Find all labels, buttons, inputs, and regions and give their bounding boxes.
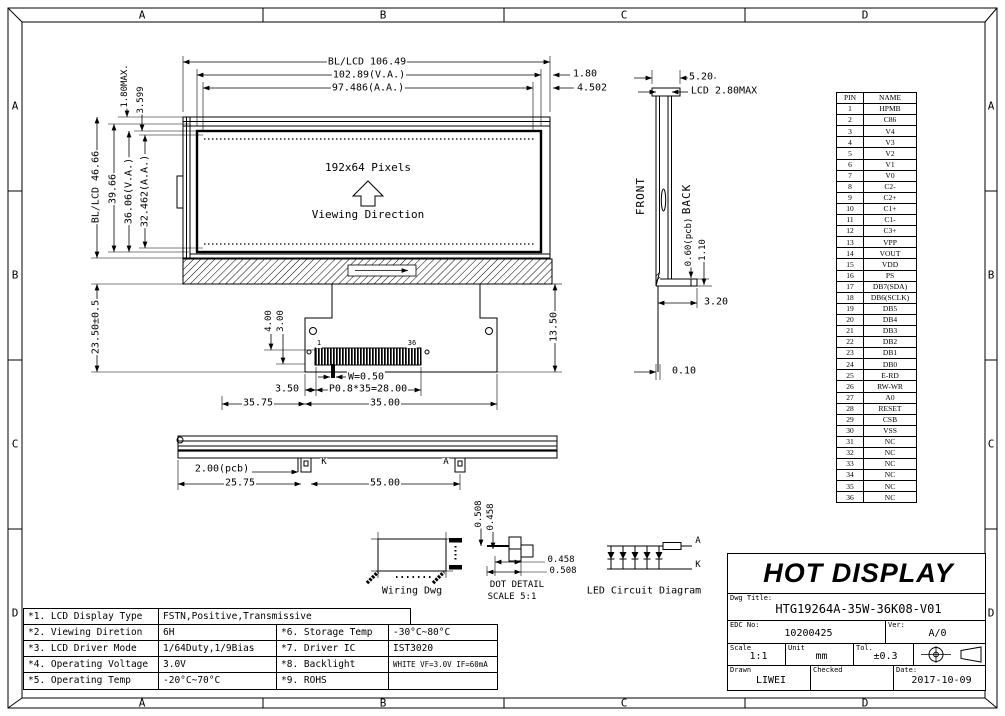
pin-number-cell: 7 [837, 170, 864, 181]
pin-number-cell: 22 [837, 337, 864, 348]
unit-label: Unit [788, 644, 805, 652]
pin-name-cell: NC [864, 459, 917, 470]
pin-table-row [837, 448, 917, 459]
dim-pcb-thickness: 0.60(pcb) [684, 217, 695, 267]
dim-pin-width: W=0.50 [347, 371, 385, 383]
spec-value-8: WHITE VF=3.0V IF=60mA [388, 656, 498, 673]
zone-col-a-bottom: A [138, 696, 146, 710]
pin-name-cell: HPMB [864, 104, 917, 115]
pin-table-row [837, 436, 917, 447]
tolerance-value: ±0.3 [873, 650, 898, 662]
pin-number-cell: 24 [837, 359, 864, 370]
zone-row-d-left: D [11, 606, 19, 620]
pin-number-cell: 23 [837, 348, 864, 359]
pin-table-row [837, 215, 917, 226]
tolerance-label: Tol. [856, 644, 873, 652]
spec-label-2: *2. Viewing Diretion [23, 624, 159, 641]
pin-name-cell: DB3 [864, 325, 917, 336]
pin-table-row [837, 392, 917, 403]
cathode-label: K [321, 457, 327, 468]
zone-col-b-bottom: B [379, 696, 387, 710]
pin-number-cell: 34 [837, 470, 864, 481]
viewing-arrow-icon [353, 181, 383, 206]
pin-name-cell: PS [864, 270, 917, 281]
pin-table-row [837, 226, 917, 237]
spec-value-2: 6H [158, 624, 277, 641]
pin-table-row [837, 148, 917, 159]
spec-value-1: FSTN,Positive,Transmissive [158, 608, 411, 625]
spec-value-7: IST3020 [388, 640, 498, 657]
dim-top-max: 1.80MAX. [120, 64, 131, 108]
dim-right-aa-offset: 4.502 [576, 82, 608, 94]
tolerance-cell [853, 643, 914, 666]
dim-height-3966: 39.66 [107, 173, 119, 205]
pin-name-cell: DB6(SCLK) [864, 292, 917, 303]
dwg-title-label: Dwg Title: [730, 594, 773, 602]
pin-number-cell: 17 [837, 281, 864, 292]
anode-label: A [443, 457, 449, 468]
pin-name-cell: DB4 [864, 314, 917, 325]
pin-name-cell: NC [864, 492, 917, 503]
connector-pin36-label: 36 [407, 339, 417, 348]
pin-name-cell: V3 [864, 137, 917, 148]
dwg-title-cell [727, 593, 986, 621]
dim-3575: 35.75 [242, 397, 274, 409]
zone-row-b-right: B [987, 268, 995, 282]
pin-table-row [837, 159, 917, 170]
zone-col-c-top: C [620, 8, 628, 22]
spec-label-6: *6. Storage Temp [276, 624, 389, 641]
dot-dim-0458-v: 0.458 [486, 503, 497, 531]
pin-number-cell: 5 [837, 148, 864, 159]
pin-name-cell: C3+ [864, 226, 917, 237]
dim-320: 3.20 [703, 296, 729, 308]
pin-table [836, 92, 917, 503]
pin-table-row [837, 492, 917, 503]
dwg-title-value: HTG19264A-35W-36K08-V01 [775, 602, 942, 616]
dim-pin-pitch: P0.8*35=28.00 [328, 383, 408, 395]
dim-010: 0.10 [671, 365, 697, 377]
display-resolution-label: 192x64 Pixels [324, 160, 412, 174]
pin-number-cell: 19 [837, 303, 864, 314]
dim-3500: 35.00 [369, 397, 401, 409]
zone-col-d-bottom: D [861, 696, 869, 710]
pin-number-cell: 18 [837, 292, 864, 303]
dim-bl-lcd-height: BL/LCD 46.66 [90, 150, 102, 224]
led-caption: LED Circuit Diagram [586, 585, 702, 597]
pin-number-cell: 15 [837, 259, 864, 270]
pin-table-row [837, 459, 917, 470]
dim-110: 1.10 [698, 239, 709, 261]
pin-name-cell: DB7(SDA) [864, 281, 917, 292]
pin-name-cell: DB0 [864, 359, 917, 370]
dimension-lines [91, 56, 716, 576]
pin-number-cell: 4 [837, 137, 864, 148]
dim-bl-lcd-width: BL/LCD 106.49 [327, 56, 407, 68]
spec-label-7: *7. Driver IC [276, 640, 389, 657]
dot-detail-caption: DOT DETAIL [489, 580, 545, 591]
dim-400: 4.00 [264, 310, 275, 332]
pin-number-cell: 10 [837, 203, 864, 214]
pin-number-cell: 12 [837, 226, 864, 237]
pin-number-cell: 27 [837, 392, 864, 403]
pin-table-row [837, 259, 917, 270]
pin-number-cell: 20 [837, 314, 864, 325]
pin-name-cell: VDD [864, 259, 917, 270]
pin-number-cell: 25 [837, 370, 864, 381]
pin-number-cell: 6 [837, 159, 864, 170]
pin-number-cell: 2 [837, 115, 864, 126]
pin-table-row [837, 303, 917, 314]
unit-cell [785, 643, 854, 666]
pin-name-cell: VOUT [864, 248, 917, 259]
projection-symbol-cell [913, 643, 986, 666]
pin-name-cell: VSS [864, 425, 917, 436]
zone-col-b-top: B [379, 8, 387, 22]
drawn-value: LIWEI [755, 674, 787, 686]
pin-table-header [837, 93, 917, 104]
pin-name-cell: RESET [864, 403, 917, 414]
pin-number-cell: 11 [837, 215, 864, 226]
drawn-cell [727, 665, 811, 691]
pin-name-cell: DB2 [864, 337, 917, 348]
zone-col-d-top: D [861, 8, 869, 22]
scale-cell [727, 643, 786, 666]
pin-table-row [837, 104, 917, 115]
spec-label-3: *3. LCD Driver Mode [23, 640, 159, 657]
pin-name-cell: A0 [864, 392, 917, 403]
spec-label-4: *4. Operating Voltage [23, 656, 159, 673]
zone-row-c-right: C [987, 437, 995, 451]
led-circuit [607, 543, 692, 570]
pin-table-row [837, 281, 917, 292]
zone-col-a-top: A [138, 8, 146, 22]
pin-number-cell: 36 [837, 492, 864, 503]
version-cell [885, 620, 986, 644]
spec-value-9 [388, 672, 498, 690]
spec-value-5: -20°C~70°C [158, 672, 277, 690]
edc-value: 10200425 [784, 628, 833, 639]
wiring-caption: Wiring Dwg [381, 585, 443, 597]
pin-number-cell: 3 [837, 126, 864, 137]
version-value: A/0 [928, 628, 947, 639]
spec-label-1: *1. LCD Display Type [23, 608, 159, 625]
viewing-direction-label: Viewing Direction [311, 207, 425, 221]
spec-value-6: -30°C~80°C [388, 624, 498, 641]
scale-value: 1:1 [749, 650, 768, 662]
spec-label-8: *8. Backlight [276, 656, 389, 673]
pin-col-header: PIN [837, 93, 864, 104]
pin-name-cell: C2- [864, 181, 917, 192]
dim-top-va: 3.599 [136, 86, 147, 114]
pin-name-cell: NC [864, 448, 917, 459]
pin-name-cell: RW-WR [864, 381, 917, 392]
pin-number-cell: 30 [837, 425, 864, 436]
pin-table-row [837, 314, 917, 325]
zone-row-b-left: B [11, 268, 19, 282]
dot-dim-0458-h: 0.458 [547, 555, 575, 566]
dot-dim-0508-v: 0.508 [474, 500, 485, 528]
pin-number-cell: 28 [837, 403, 864, 414]
pin-table-row [837, 337, 917, 348]
front-view-outline [177, 117, 550, 258]
pin-name-cell: NC [864, 481, 917, 492]
spec-value-3: 1/64Duty,1/9Bias [158, 640, 277, 657]
dot-detail-drawing [487, 537, 533, 561]
connector-tab [305, 284, 497, 378]
dot-dim-0508-h: 0.508 [549, 566, 577, 577]
dim-200-pcb: 2.00(pcb) [194, 463, 250, 475]
scale-label: Scale [730, 644, 752, 652]
pin-number-cell: 16 [837, 270, 864, 281]
edc-cell [727, 620, 886, 644]
pin-table-row [837, 359, 917, 370]
back-label: BACK [679, 183, 693, 215]
pin-table-row [837, 237, 917, 248]
zone-col-c-bottom: C [620, 696, 628, 710]
pin-number-cell: 9 [837, 192, 864, 203]
pin-table-row [837, 292, 917, 303]
company-name: HOT DISPLAY [763, 558, 954, 588]
dim-thickness-520: 5.20 [688, 71, 714, 83]
pin-table-row [837, 414, 917, 425]
pin-name-cell: DB1 [864, 348, 917, 359]
front-label: FRONT [633, 176, 647, 216]
pin-number-cell: 33 [837, 459, 864, 470]
zone-row-a-left: A [11, 99, 19, 113]
dim-lcd-thickness: LCD 2.80MAX [690, 85, 758, 97]
pin-number-cell: 14 [837, 248, 864, 259]
pin-number-cell: 29 [837, 414, 864, 425]
pin-name-cell: CSB [864, 414, 917, 425]
pin-table-row [837, 248, 917, 259]
date-value: 2017-10-09 [911, 674, 972, 686]
pin-table-row [837, 115, 917, 126]
pin-name-cell: VPP [864, 237, 917, 248]
led-anode-label: A [695, 536, 701, 547]
projection-symbol-icon [919, 645, 985, 664]
pin-number-cell: 35 [837, 481, 864, 492]
zone-row-a-right: A [987, 99, 995, 113]
dim-2575: 25.75 [224, 477, 256, 489]
pin-name-cell: NC [864, 470, 917, 481]
dim-va-width: 102.89(V.A.) [332, 69, 406, 81]
date-cell [893, 665, 986, 691]
pin-name-cell: E-RD [864, 370, 917, 381]
pin-table-row [837, 170, 917, 181]
wiring-drawing [367, 532, 462, 583]
pin-name-cell: V4 [864, 126, 917, 137]
pin-table-row [837, 470, 917, 481]
pin-table-row [837, 270, 917, 281]
unit-value: mm [815, 650, 828, 662]
company-cell [727, 553, 986, 594]
pin-number-cell: 31 [837, 436, 864, 447]
pin-table-row [837, 370, 917, 381]
pin-name-cell: DB5 [864, 303, 917, 314]
pin-table-row [837, 481, 917, 492]
pin-table-row [837, 325, 917, 336]
spec-label-9: *9. ROHS [276, 672, 389, 690]
dim-300: 3.00 [276, 310, 287, 332]
checked-label: Checked [813, 666, 843, 674]
pin-number-cell: 21 [837, 325, 864, 336]
led-cathode-label: K [695, 560, 701, 571]
pin-number-cell: 32 [837, 448, 864, 459]
pin-name-cell: NC [864, 436, 917, 447]
dim-aa-height: 32.462(A.A.) [139, 154, 151, 228]
pin-name-cell: C2+ [864, 192, 917, 203]
pin-name-cell: V2 [864, 148, 917, 159]
dim-aa-width: 97.486(A.A.) [331, 82, 405, 94]
pin-number-cell: 1 [837, 104, 864, 115]
zone-row-d-right: D [987, 606, 995, 620]
pin-table-row [837, 192, 917, 203]
pin-name-cell: V0 [864, 170, 917, 181]
pin-number-cell: 13 [837, 237, 864, 248]
pin-number-cell: 8 [837, 181, 864, 192]
pin-table-row [837, 381, 917, 392]
dim-bottom-offset: 23.50±0.5 [90, 299, 102, 355]
edc-label: EDC No: [730, 621, 760, 629]
pin-table-row [837, 181, 917, 192]
pin-name-cell: C1+ [864, 203, 917, 214]
pin-table-row [837, 403, 917, 414]
dim-tab-height: 13.50 [548, 311, 560, 343]
pin-name-cell: C86 [864, 115, 917, 126]
connector-pin1-label: 1 [316, 339, 322, 348]
hatch-strip [183, 259, 552, 284]
zone-row-c-left: C [11, 437, 19, 451]
pin-table-row [837, 425, 917, 436]
pin-number-cell: 26 [837, 381, 864, 392]
checked-cell [810, 665, 894, 691]
pin-table-row [837, 126, 917, 137]
pin-table-row [837, 348, 917, 359]
pin-name-cell: V1 [864, 159, 917, 170]
drawn-label: Drawn [730, 666, 752, 674]
dot-scale-caption: SCALE 5:1 [487, 592, 537, 603]
version-label: Ver: [888, 621, 905, 629]
dim-5500: 55.00 [369, 477, 401, 489]
pin-table-row [837, 137, 917, 148]
dim-va-height: 36.06(V.A.) [123, 157, 135, 225]
pin-name-cell: C1- [864, 215, 917, 226]
name-col-header: NAME [864, 93, 917, 104]
spec-label-5: *5. Operating Temp [23, 672, 159, 690]
pin-table-row [837, 203, 917, 214]
date-label: Date: [896, 666, 918, 674]
spec-value-4: 3.0V [158, 656, 277, 673]
dim-right-bezel: 1.80 [572, 68, 598, 80]
dim-350: 3.50 [274, 383, 300, 395]
